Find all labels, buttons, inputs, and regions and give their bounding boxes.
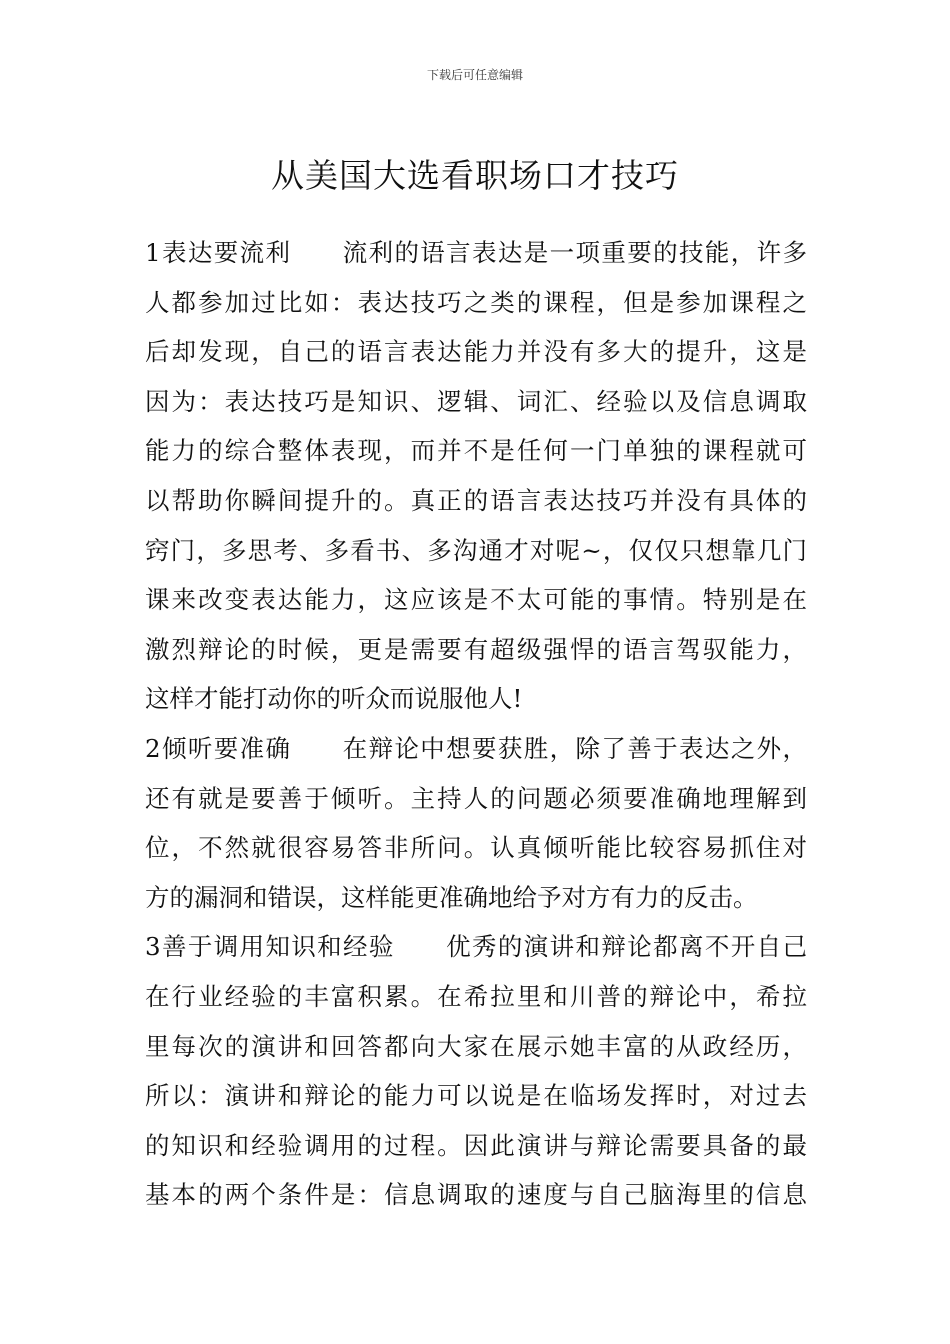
paragraph-line: 激烈辩论的时候，更是需要有超级强悍的语言驾驭能力， (145, 634, 807, 664)
section-heading: 1表达要流利 (145, 238, 292, 267)
paragraph-line: 3善于调用知识和经验 优秀的演讲和辩论都离不开自己 (145, 932, 807, 962)
paragraph-line: 的知识和经验调用的过程。因此演讲与辩论需要具备的最 (145, 1130, 807, 1160)
paragraph-line: 窍门，多思考、多看书、多沟通才对呢~，仅仅只想靠几门 (145, 535, 807, 565)
paragraph-line: 还有就是要善于倾听。主持人的问题必须要准确地理解到 (145, 783, 807, 813)
paragraph-line: 2倾听要准确 在辩论中想要获胜，除了善于表达之外， (145, 733, 807, 763)
document-body (145, 228, 807, 1220)
paragraph-line: 能力的综合整体表现，而并不是任何一门单独的课程就可 (145, 436, 807, 466)
paragraph-line: 在行业经验的丰富积累。在希拉里和川普的辩论中，希拉 (145, 981, 807, 1011)
paragraph-line: 课来改变表达能力，这应该是不太可能的事情。特别是在 (145, 585, 807, 615)
paragraph-line: 所以：演讲和辩论的能力可以说是在临场发挥时，对过去 (145, 1081, 807, 1111)
paragraph-line: 1表达要流利 流利的语言表达是一项重要的技能，许多 (145, 238, 807, 267)
paragraph-line: 以帮助你瞬间提升的。真正的语言表达技巧并没有具体的 (145, 485, 807, 515)
paragraph-line: 基本的两个条件是：信息调取的速度与自己脑海里的信息 (145, 1180, 807, 1210)
section-heading: 2倾听要准确 (145, 733, 292, 763)
paragraph-line: 里每次的演讲和回答都向大家在展示她丰富的从政经历， (145, 1031, 807, 1061)
paragraph-line: 位，不然就很容易答非所问。认真倾听能比较容易抓住对 (145, 833, 807, 863)
document-title: 从美国大选看职场口才技巧 (271, 156, 679, 196)
paragraph-line: 后却发现，自己的语言表达能力并没有多大的提升，这是 (145, 337, 807, 367)
paragraph-line: 这样才能打动你的听众而说服他人! (145, 684, 523, 714)
page-header-note: 下载后可任意编辑 (426, 68, 523, 82)
paragraph-line: 因为：表达技巧是知识、逻辑、词汇、经验以及信息调取 (145, 386, 807, 416)
paragraph-line: 方的漏洞和错误，这样能更准确地给予对方有力的反击。 (145, 882, 758, 912)
section-heading: 3善于调用知识和经验 (145, 932, 395, 962)
paragraph-line: 人都参加过比如：表达技巧之类的课程，但是参加课程之 (145, 287, 807, 317)
